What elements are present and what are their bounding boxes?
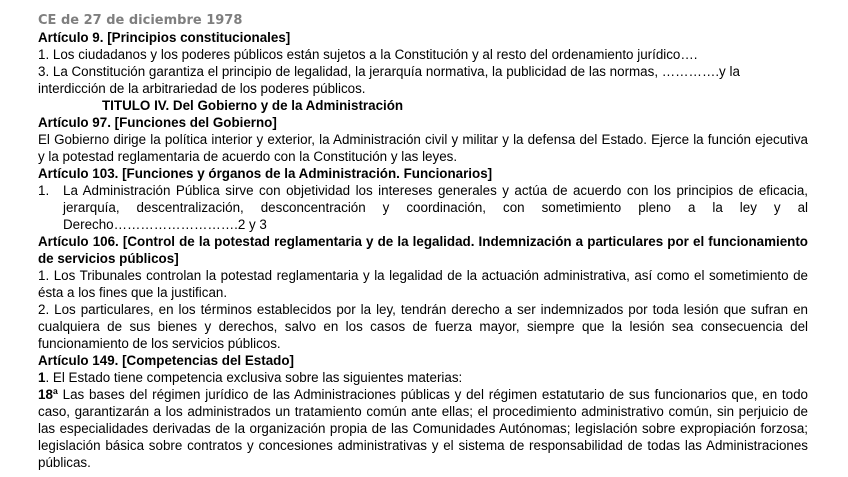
art103-heading: Artículo 103. [Funciones y órganos de la Administración. Funcionarios]: [38, 166, 493, 181]
art106-p2: 2. Los particulares, en los términos establecidos por la ley, tendrán derecho a ser indemnizados por toda lesión que sufran en cualquiera de sus bienes y derechos, salvo en los casos de fuerza mayor, siempre que la lesión sea consecuencia del funcionamiento de los servicios públicos.: [38, 302, 808, 351]
art106-p1: 1. Los Tribunales controlan la potestad reglamentaria y la legalidad de la actuación administrativa, así como el sometimiento de ésta a los fines que la justifican.: [38, 268, 808, 300]
source-reference: CE de 27 de diciembre 1978: [38, 13, 243, 28]
titulo-iv-heading: TITULO IV. Del Gobierno y de la Administración: [102, 98, 404, 113]
art103-item-text: La Administración Pública sirve con objetividad los intereses generales y actúa de acuerdo con los principios de eficacia, jerarquía, descentralización, desconcentración y coordinación, con sometimiento pleno a la ley y al Derecho……………………….2 y 3: [63, 183, 808, 232]
art9-heading: Artículo 9. [Principios constitucionales]: [38, 30, 291, 45]
art9-p1: 1. Los ciudadanos y los poderes públicos están sujetos a la Constitución y al resto del ordenamiento jurídico….: [38, 47, 698, 62]
art149-p1-text: . El Estado tiene competencia exclusiva sobre las siguientes materias:: [45, 370, 463, 385]
art97-heading: Artículo 97. [Funciones del Gobierno]: [38, 115, 277, 130]
art103-item-number: 1.: [38, 183, 50, 198]
art9-p3: 3. La Constitución garantiza el principio de legalidad, la jerarquía normativa, la publicidad de las normas, ………….y la interdicción de la arbitrariedad de los poderes públicos.: [38, 64, 740, 96]
art149-p18-number: 18ª: [38, 387, 58, 402]
art149-p18: [38, 386, 808, 471]
art149-p1-number: 1: [38, 370, 46, 385]
art97-paragraph: El Gobierno dirige la política interior y exterior, la Administración civil y militar y la defensa del Estado. Ejerce la función ejecutiva y la potestad reglamentaria de acuerdo con la Constitución y las leyes.: [38, 132, 808, 164]
art149-p18-text: Las bases del régimen jurídico de las Administraciones públicas y del régimen estatutario de sus funcionarios que, en todo caso, garantizarán a los administrados un tratamiento común ante ellas; el procedimiento administrativo común, sin perjuicio de las especialidades derivadas de la organización propia de las Comunidades Autónomas; legislación sobre expropiación forzosa; legislación básica sobre contratos y concesiones administrativas y el sistema de responsabilidad de todas las Administraciones públicas.: [38, 387, 808, 470]
art103-item-1: [38, 182, 808, 233]
art149-p1: [38, 369, 808, 386]
art149-heading: Artículo 149. [Competencias del Estado]: [38, 353, 294, 368]
art106-heading: Artículo 106. [Control de la potestad reglamentaria y de la legalidad. Indemnización a particulares por el funcionamiento de servicios públicos]: [38, 234, 808, 266]
